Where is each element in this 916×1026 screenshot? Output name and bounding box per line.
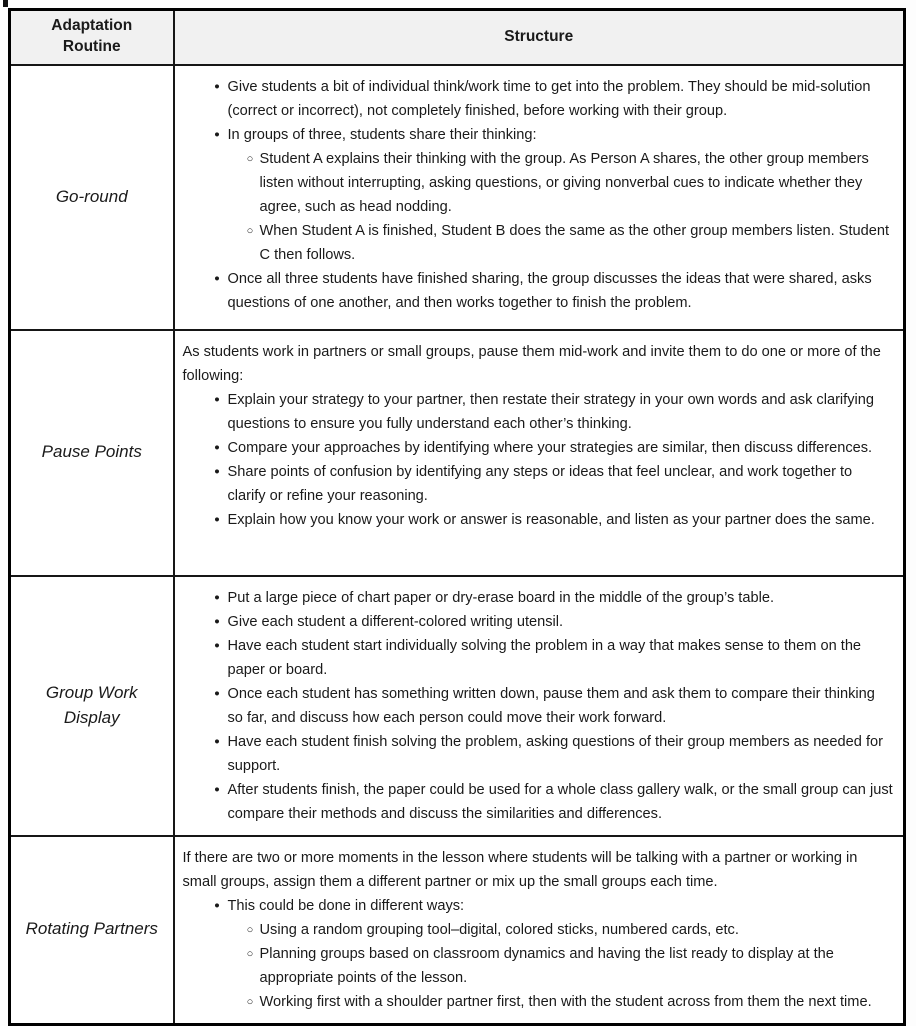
table-row-pause-points	[10, 330, 905, 576]
header-structure: Structure	[174, 10, 905, 65]
structure-content-group-work-display	[174, 576, 905, 836]
circle-icon: ○	[246, 224, 254, 237]
list-item-text: When Student A is finished, Student B does the same as the other group members listen. Student C then follows.	[259, 222, 890, 263]
list-item-text: In groups of three, students share their thinking:	[227, 126, 537, 143]
bullet-icon: ●	[214, 783, 220, 795]
bullet-icon: ●	[214, 393, 220, 405]
list-item	[181, 436, 894, 460]
list-item	[181, 730, 894, 778]
routine-label-go-round: Go-round	[10, 65, 174, 330]
list-item-text: Using a random grouping tool–digital, colored sticks, numbered cards, etc.	[259, 921, 739, 938]
circle-icon: ○	[246, 152, 254, 165]
list-item-text: Put a large piece of chart paper or dry-erase board in the middle of the group’s table.	[227, 589, 775, 606]
list-subitem	[181, 219, 894, 267]
table-header-row	[10, 10, 905, 65]
list-item-text: Give students a bit of individual think/work time to get into the problem. They should be mid-solution (correct or incorrect), not completely finished, before working with their group.	[227, 78, 871, 119]
table-row-go-round	[10, 65, 905, 330]
bullet-icon: ●	[214, 80, 220, 92]
list-item-text: Have each student finish solving the problem, asking questions of their group members as needed for support.	[227, 733, 883, 774]
list-item-text: Working first with a shoulder partner first, then with the student across from them the next time.	[259, 993, 872, 1010]
list-item	[181, 682, 894, 730]
bullet-icon: ●	[214, 465, 220, 477]
bullet-icon: ●	[214, 615, 220, 627]
structure-content-pause-points	[174, 330, 905, 576]
list-item-text: Share points of confusion by identifying any steps or ideas that feel unclear, and work together to clarify or refine your reasoning.	[227, 463, 853, 504]
table-row-rotating-partners	[10, 836, 905, 1025]
list-item	[181, 634, 894, 682]
list-item	[181, 388, 894, 436]
bullet-icon: ●	[214, 687, 220, 699]
adaptation-routines-table	[8, 8, 906, 1026]
list-item-text: Once each student has something written down, pause them and ask them to compare their thinking so far, and discuss how each person could move their work forward.	[227, 685, 875, 726]
list-subitem	[181, 918, 894, 942]
list-subitem	[181, 942, 894, 990]
routine-label-group-work-display: Group Work Display	[10, 576, 174, 836]
routine-label-rotating-partners: Rotating Partners	[10, 836, 174, 1025]
intro-paragraph: As students work in partners or small groups, pause them mid-work and invite them to do one or more of the following:	[182, 343, 881, 384]
bullet-icon: ●	[214, 899, 220, 911]
list-item	[181, 123, 894, 147]
list-item	[181, 894, 894, 918]
list-item-text: Student A explains their thinking with the group. As Person A shares, the other group members listen without interrupting, asking questions, or giving nonverbal cues to indicate whether they agree, such as head nodding.	[259, 150, 869, 215]
list-item-text: After students finish, the paper could be used for a whole class gallery walk, or the small group can just compare their methods and discuss the similarities and differences.	[227, 781, 893, 822]
structure-content-rotating-partners	[174, 836, 905, 1025]
intro-paragraph: If there are two or more moments in the lesson where students will be talking with a partner or working in small groups, assign them a different partner or mix up the small groups each time.	[182, 849, 858, 890]
table-row-group-work-display	[10, 576, 905, 836]
list-item	[181, 267, 894, 315]
list-item-text: Compare your approaches by identifying where your strategies are similar, then discuss differences.	[227, 439, 873, 456]
header-adaptation-routine: Adaptation Routine	[10, 10, 174, 65]
bullet-icon: ●	[214, 639, 220, 651]
list-subitem	[181, 990, 894, 1014]
bullet-icon: ●	[214, 591, 220, 603]
list-item	[181, 778, 894, 826]
routine-label-pause-points: Pause Points	[10, 330, 174, 576]
list-item	[181, 610, 894, 634]
list-item-text: Explain how you know your work or answer is reasonable, and listen as your partner does the same.	[227, 511, 875, 528]
stray-caret-artifact	[3, 0, 8, 7]
list-item-text: Give each student a different-colored writing utensil.	[227, 613, 564, 630]
bullet-icon: ●	[214, 735, 220, 747]
list-item-text: Explain your strategy to your partner, then restate their strategy in your own words and ask clarifying questions to ensure you fully understand each other’s thinking.	[227, 391, 874, 432]
bullet-icon: ●	[214, 128, 220, 140]
bullet-icon: ●	[214, 272, 220, 284]
list-subitem	[181, 147, 894, 219]
list-item	[181, 508, 894, 532]
list-item-text: Planning groups based on classroom dynamics and having the list ready to display at the appropriate points of the lesson.	[259, 945, 834, 986]
circle-icon: ○	[246, 947, 254, 960]
bullet-icon: ●	[214, 441, 220, 453]
list-item-text: Once all three students have finished sharing, the group discusses the ideas that were shared, asks questions of one another, and then works together to finish the problem.	[227, 270, 872, 311]
list-item-text: Have each student start individually solving the problem in a way that makes sense to them on the paper or board.	[227, 637, 862, 678]
circle-icon: ○	[246, 995, 254, 1008]
list-item	[181, 586, 894, 610]
bullet-icon: ●	[214, 513, 220, 525]
circle-icon: ○	[246, 923, 254, 936]
list-item	[181, 75, 894, 123]
structure-content-go-round	[174, 65, 905, 330]
list-item	[181, 460, 894, 508]
list-item-text: This could be done in different ways:	[227, 897, 465, 914]
